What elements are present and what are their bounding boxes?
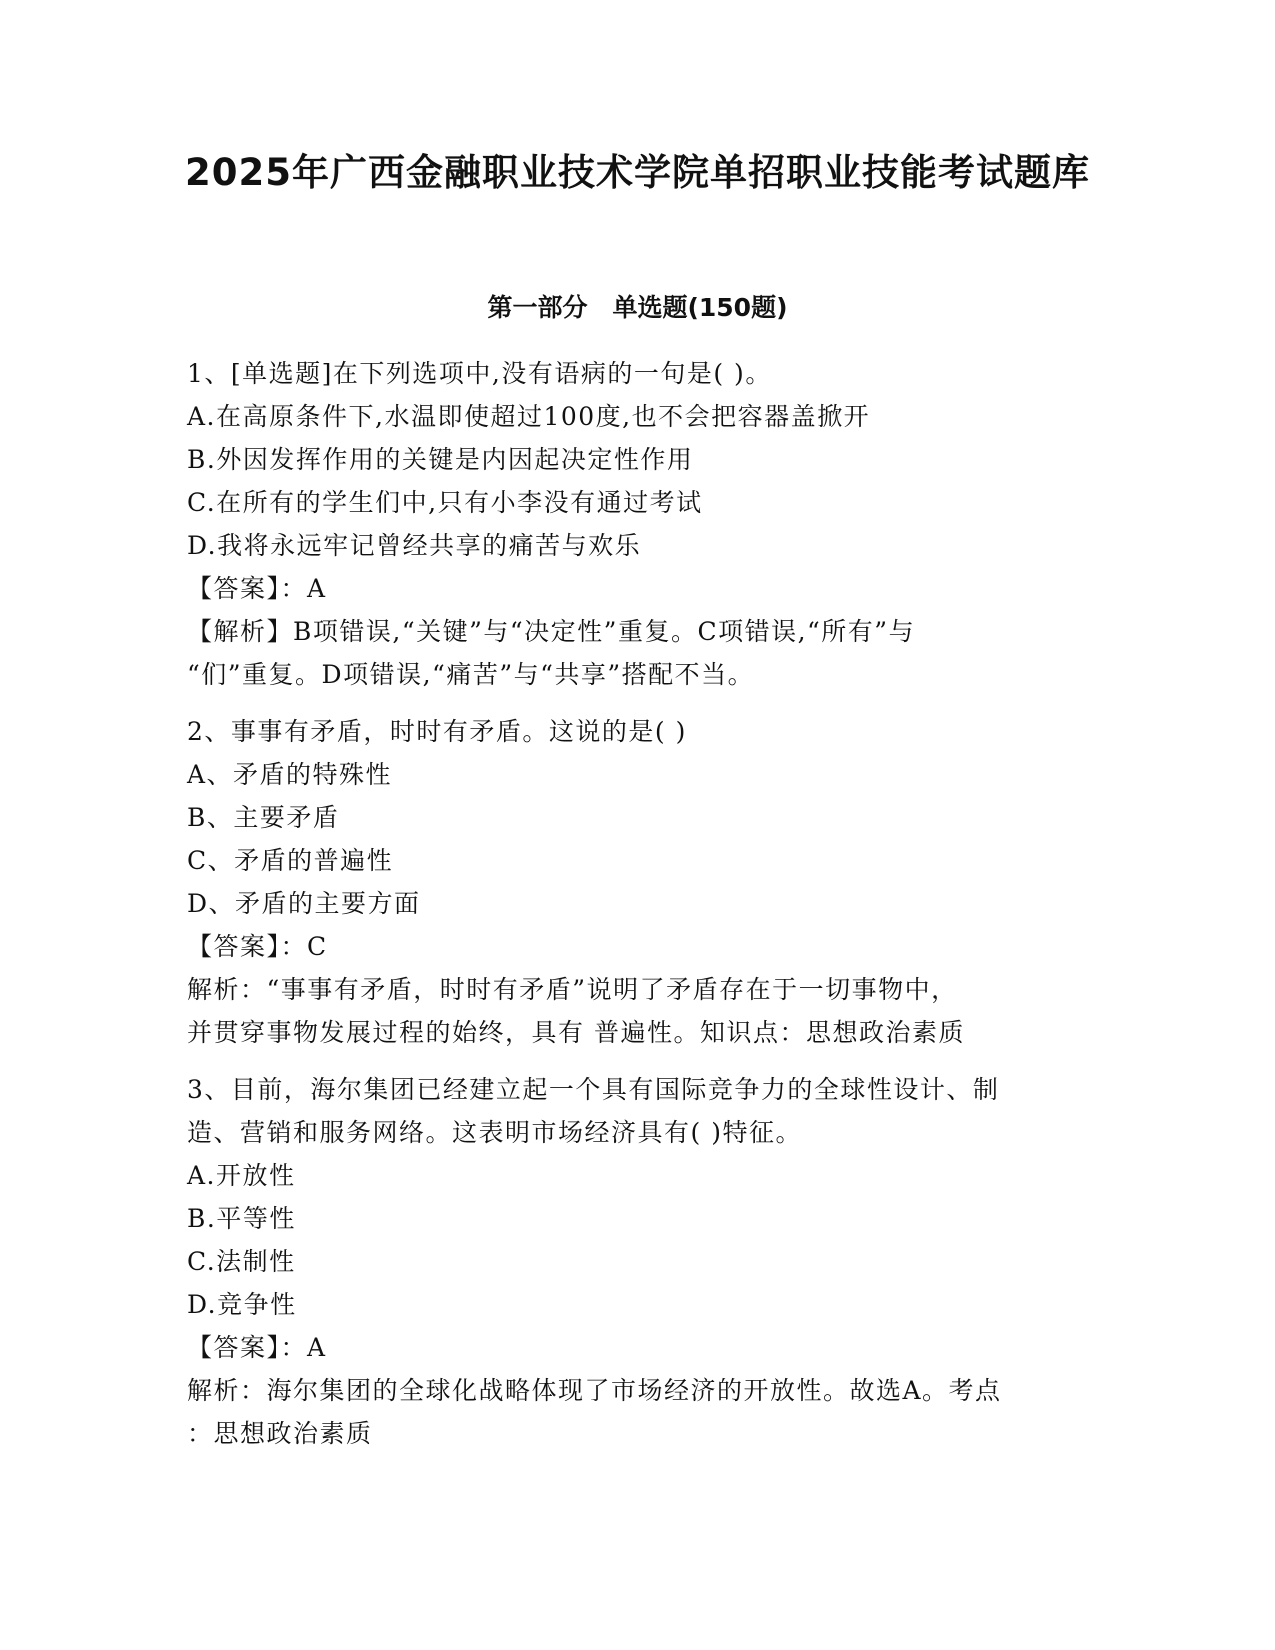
analysis-line: 解析：“事事有矛盾，时时有矛盾”说明了矛盾存在于一切事物中， (187, 975, 958, 1004)
answer: 【答案】：C (187, 932, 328, 961)
option-d: D、矛盾的主要方面 (187, 889, 421, 918)
answer: 【答案】：A (187, 574, 327, 603)
option-b: B.平等性 (187, 1204, 296, 1233)
question-2 (187, 710, 1092, 1054)
option-c: C.法制性 (187, 1247, 296, 1276)
option-d: D.我将永远牢记曾经共享的痛苦与欢乐 (187, 531, 642, 560)
option-a: A、矛盾的特殊性 (187, 760, 393, 789)
option-c: C.在所有的学生们中,只有小李没有通过考试 (187, 488, 703, 517)
question-stem: 造、营销和服务网络。这表明市场经济具有( )特征。 (187, 1118, 802, 1147)
option-b: B.外因发挥作用的关键是内因起决定性作用 (187, 445, 694, 474)
question-stem: 2、事事有矛盾，时时有矛盾。这说的是( ) (187, 717, 687, 746)
section-heading: 第一部分 单选题(150题) (487, 293, 788, 322)
question-stem: 3、目前，海尔集团已经建立起一个具有国际竞争力的全球性设计、制 (187, 1075, 1000, 1104)
analysis-line: 解析：海尔集团的全球化战略体现了市场经济的开放性。故选A。考点 (187, 1376, 1002, 1405)
question-stem: 1、[单选题]在下列选项中,没有语病的一句是( )。 (187, 359, 772, 388)
analysis-line: 【解析】B项错误,“关键”与“决定性”重复。C项错误,“所有”与 (187, 617, 916, 646)
answer: 【答案】：A (187, 1333, 327, 1362)
option-c: C、矛盾的普遍性 (187, 846, 394, 875)
option-a: A.在高原条件下,水温即使超过100度,也不会把容器盖掀开 (187, 402, 871, 431)
option-b: B、主要矛盾 (187, 803, 340, 832)
question-1 (187, 352, 1092, 696)
option-a: A.开放性 (187, 1161, 296, 1190)
analysis-line: 并贯穿事物发展过程的始终，具有 普遍性。知识点：思想政治素质 (187, 1018, 965, 1047)
analysis-line: “们”重复。D项错误,“痛苦”与“共享”搭配不当。 (187, 660, 755, 689)
analysis-line: ：思想政治素质 (187, 1419, 373, 1448)
option-d: D.竞争性 (187, 1290, 297, 1319)
document-title: 2025年广西金融职业技术学院单招职业技能考试题库 (185, 151, 1090, 194)
question-3 (187, 1068, 1092, 1455)
question-list (187, 352, 1092, 1469)
